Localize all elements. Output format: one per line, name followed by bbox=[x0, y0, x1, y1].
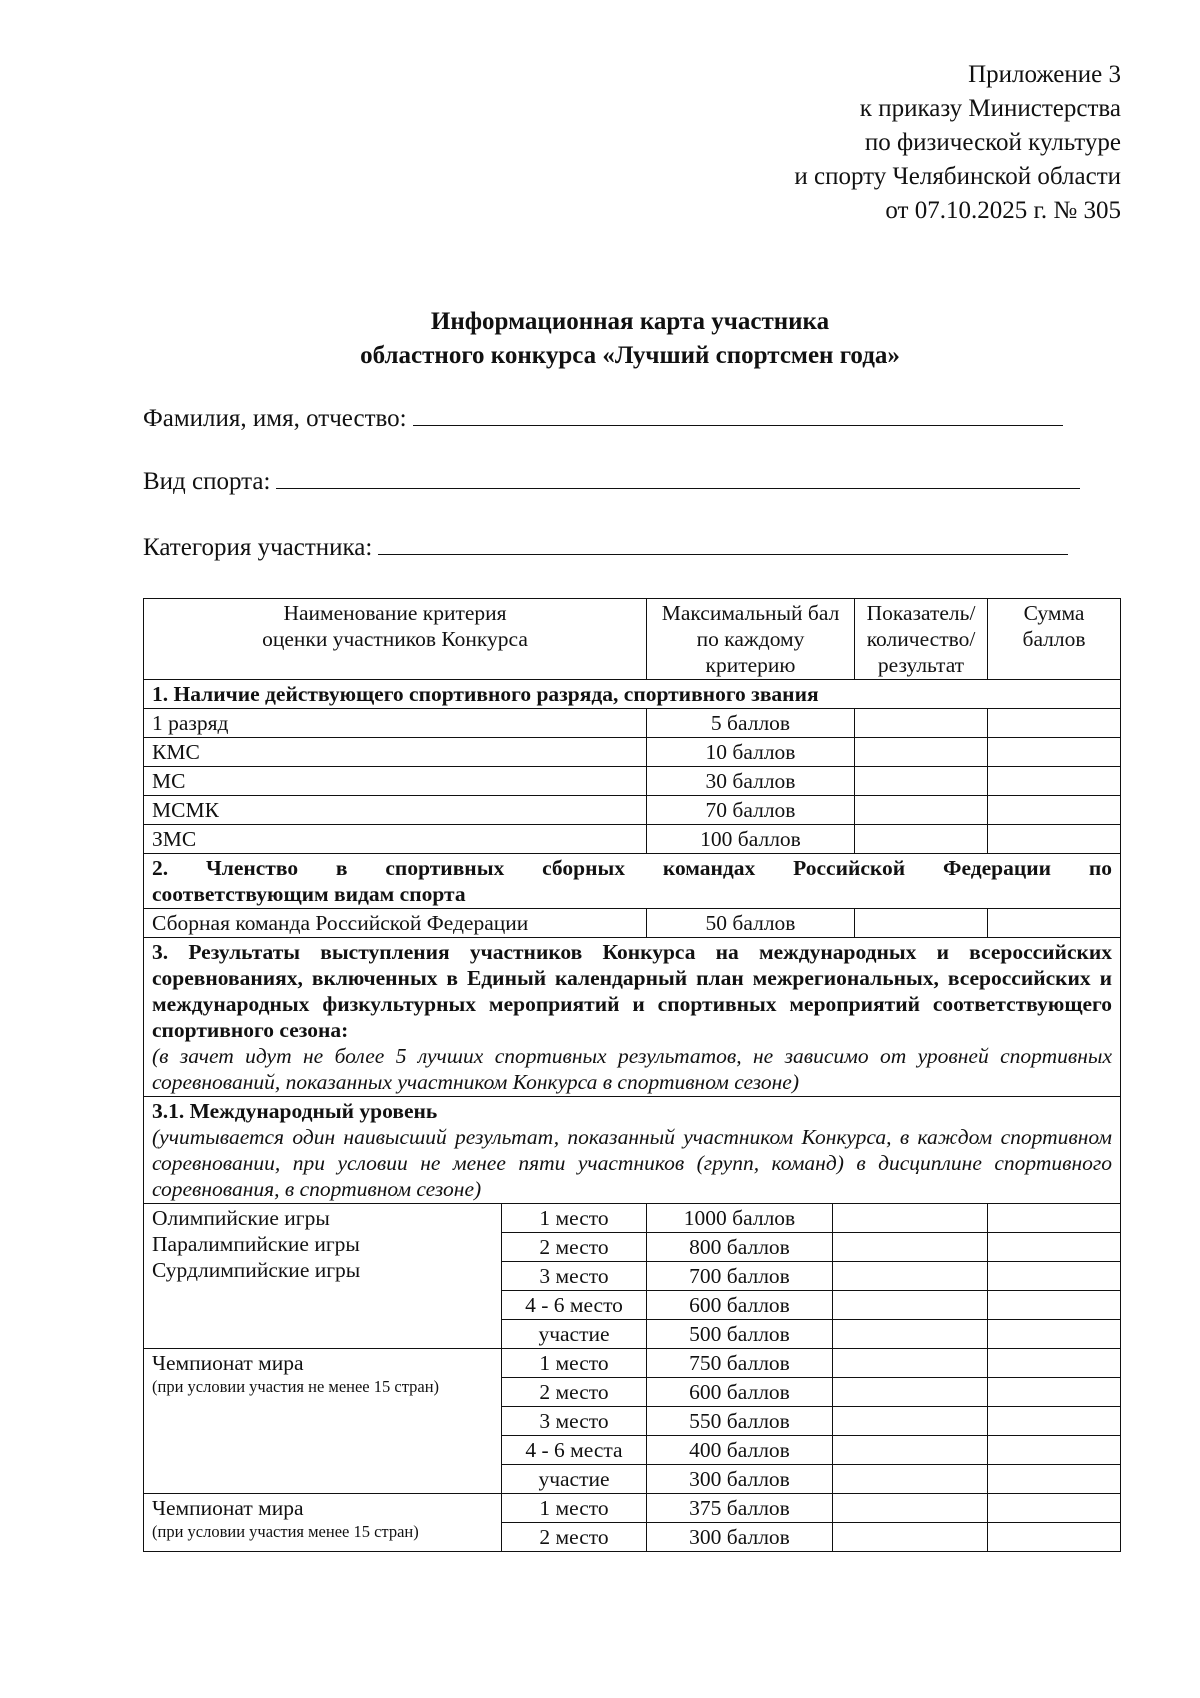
points-cell: 300 баллов bbox=[647, 1465, 833, 1494]
appendix-line: Приложение 3 bbox=[968, 61, 1121, 88]
criterion-points: 50 баллов bbox=[647, 909, 855, 938]
sum-cell[interactable] bbox=[988, 1291, 1121, 1320]
section2-title-line: соответствующим видам спорта bbox=[152, 882, 466, 906]
sum-cell[interactable] bbox=[988, 1465, 1121, 1494]
points-cell: 750 баллов bbox=[647, 1349, 833, 1378]
title-line: областного конкурса «Лучший спортсмен года» bbox=[360, 342, 900, 369]
place-cell: 4 - 6 место bbox=[502, 1291, 647, 1320]
table-row bbox=[144, 709, 1121, 738]
sum-cell[interactable] bbox=[988, 1436, 1121, 1465]
appendix-line: и спорту Челябинской области bbox=[794, 163, 1121, 190]
section-row bbox=[144, 680, 1121, 709]
indicator-cell[interactable] bbox=[855, 709, 988, 738]
sum-cell[interactable] bbox=[988, 1204, 1121, 1233]
section31-heading: 3.1. Международный уровень bbox=[152, 1099, 438, 1123]
place-cell: 3 место bbox=[502, 1407, 647, 1436]
appendix-date: от 07.10.2025 г. № 305 bbox=[885, 197, 1121, 224]
sum-cell[interactable] bbox=[988, 1494, 1121, 1523]
appendix-line: по физической культуре bbox=[864, 129, 1121, 156]
criterion-name: МС bbox=[144, 767, 647, 796]
event-note: (при условии участия менее 15 стран) bbox=[152, 1522, 419, 1541]
indicator-cell[interactable] bbox=[833, 1378, 988, 1407]
sum-cell[interactable] bbox=[988, 1349, 1121, 1378]
place-cell: 1 место bbox=[502, 1204, 647, 1233]
criteria-table bbox=[143, 598, 1121, 1552]
indicator-cell[interactable] bbox=[833, 1204, 988, 1233]
section2-title-line: 2. Членство в спортивных сборных командах Российской Федерации по bbox=[152, 856, 1113, 880]
section-row bbox=[144, 854, 1121, 909]
points-cell: 500 баллов bbox=[647, 1320, 833, 1349]
event-name-cell bbox=[144, 1494, 502, 1552]
table-row bbox=[144, 767, 1121, 796]
fio-blank[interactable] bbox=[413, 404, 1063, 426]
header-max: Максимальный бал по каждому критерию bbox=[647, 599, 855, 680]
category-label: Категория участника: bbox=[143, 534, 373, 561]
sum-cell[interactable] bbox=[988, 1523, 1121, 1552]
sum-cell[interactable] bbox=[988, 1407, 1121, 1436]
event-name: Чемпионат мира bbox=[152, 1496, 304, 1520]
criterion-points: 100 баллов bbox=[647, 825, 855, 854]
place-cell: 2 место bbox=[502, 1523, 647, 1552]
table-row bbox=[144, 1494, 1121, 1523]
criterion-name: ЗМС bbox=[144, 825, 647, 854]
sum-cell[interactable] bbox=[988, 1233, 1121, 1262]
fio-label: Фамилия, имя, отчество: bbox=[143, 405, 407, 432]
sport-blank[interactable] bbox=[276, 467, 1080, 489]
appendix-line: к приказу Министерства bbox=[859, 95, 1121, 122]
header-sum: Сумма баллов bbox=[988, 599, 1121, 680]
indicator-cell[interactable] bbox=[833, 1320, 988, 1349]
place-cell: 1 место bbox=[502, 1494, 647, 1523]
table-row bbox=[144, 796, 1121, 825]
indicator-cell[interactable] bbox=[855, 909, 988, 938]
indicator-cell[interactable] bbox=[833, 1436, 988, 1465]
fio-field[interactable] bbox=[143, 404, 1063, 434]
section2-title bbox=[144, 854, 1121, 909]
sum-cell[interactable] bbox=[988, 909, 1121, 938]
points-cell: 700 баллов bbox=[647, 1262, 833, 1291]
table-header-row bbox=[144, 599, 1121, 680]
points-cell: 600 баллов bbox=[647, 1291, 833, 1320]
section31-title bbox=[144, 1097, 1121, 1204]
table-row bbox=[144, 738, 1121, 767]
points-cell: 800 баллов bbox=[647, 1233, 833, 1262]
header-indicator: Показатель/ количество/ результат bbox=[855, 599, 988, 680]
sum-cell[interactable] bbox=[988, 1378, 1121, 1407]
sum-cell[interactable] bbox=[988, 1262, 1121, 1291]
sum-cell[interactable] bbox=[988, 825, 1121, 854]
event-note: (при условии участия не менее 15 стран) bbox=[152, 1377, 440, 1396]
category-blank[interactable] bbox=[378, 533, 1068, 555]
section3-title bbox=[144, 938, 1121, 1097]
event-name-cell bbox=[144, 1349, 502, 1494]
sport-field[interactable] bbox=[143, 467, 1080, 497]
section3-heading: 3. Результаты выступления участников Конкурса на международных и всероссийских соревнованиях, включенных в Единый календарный план межрегиональных, всероссийских и международных физкультурных мероприятий и спортивных мероприятий соответствующего спортивного сезона: bbox=[152, 940, 1113, 1042]
table-row bbox=[144, 1349, 1121, 1378]
section1-title: 1. Наличие действующего спортивного разряда, спортивного звания bbox=[144, 680, 1121, 709]
indicator-cell[interactable] bbox=[833, 1349, 988, 1378]
place-cell: 3 место bbox=[502, 1262, 647, 1291]
event-name: Сурдлимпийские игры bbox=[152, 1258, 361, 1282]
place-cell: участие bbox=[502, 1320, 647, 1349]
place-cell: участие bbox=[502, 1465, 647, 1494]
place-cell: 4 - 6 места bbox=[502, 1436, 647, 1465]
place-cell: 2 место bbox=[502, 1378, 647, 1407]
indicator-cell[interactable] bbox=[833, 1523, 988, 1552]
criterion-points: 70 баллов bbox=[647, 796, 855, 825]
section-row bbox=[144, 938, 1121, 1097]
indicator-cell[interactable] bbox=[855, 738, 988, 767]
sport-label: Вид спорта: bbox=[143, 468, 271, 495]
sum-cell[interactable] bbox=[988, 1320, 1121, 1349]
criterion-name: Сборная команда Российской Федерации bbox=[144, 909, 647, 938]
section-row bbox=[144, 1097, 1121, 1204]
title-line: Информационная карта участника bbox=[430, 308, 830, 335]
indicator-cell[interactable] bbox=[833, 1262, 988, 1291]
indicator-cell[interactable] bbox=[833, 1233, 988, 1262]
indicator-cell[interactable] bbox=[833, 1407, 988, 1436]
criterion-name: КМС bbox=[144, 738, 647, 767]
indicator-cell[interactable] bbox=[833, 1494, 988, 1523]
points-cell: 300 баллов bbox=[647, 1523, 833, 1552]
indicator-cell[interactable] bbox=[855, 767, 988, 796]
event-name: Паралимпийские игры bbox=[152, 1232, 360, 1256]
indicator-cell[interactable] bbox=[833, 1465, 988, 1494]
criterion-points: 5 баллов bbox=[647, 709, 855, 738]
category-field[interactable] bbox=[143, 533, 1068, 563]
criterion-points: 10 баллов bbox=[647, 738, 855, 767]
indicator-cell[interactable] bbox=[855, 796, 988, 825]
event-name: Олимпийские игры bbox=[152, 1206, 330, 1230]
sum-cell[interactable] bbox=[988, 738, 1121, 767]
points-cell: 400 баллов bbox=[647, 1436, 833, 1465]
sum-cell[interactable] bbox=[988, 767, 1121, 796]
document-title bbox=[0, 305, 1200, 373]
header-criterion-line: оценки участников Конкурса bbox=[262, 627, 528, 651]
sum-cell[interactable] bbox=[988, 796, 1121, 825]
appendix-header bbox=[794, 58, 1121, 228]
place-cell: 2 место bbox=[502, 1233, 647, 1262]
points-cell: 550 баллов bbox=[647, 1407, 833, 1436]
indicator-cell[interactable] bbox=[855, 825, 988, 854]
points-cell: 600 баллов bbox=[647, 1378, 833, 1407]
event-name-cell bbox=[144, 1204, 502, 1349]
header-criterion-line: Наименование критерия bbox=[283, 601, 507, 625]
points-cell: 1000 баллов bbox=[647, 1204, 833, 1233]
table-row bbox=[144, 825, 1121, 854]
event-name: Чемпионат мира bbox=[152, 1351, 304, 1375]
sum-cell[interactable] bbox=[988, 709, 1121, 738]
indicator-cell[interactable] bbox=[833, 1291, 988, 1320]
header-criterion bbox=[144, 599, 647, 680]
table-row bbox=[144, 1204, 1121, 1233]
criterion-name: 1 разряд bbox=[144, 709, 647, 738]
criterion-name: МСМК bbox=[144, 796, 647, 825]
section3-note: (в зачет идут не более 5 лучших спортивных результатов, не зависимо от уровней спортивных соревнований, показанных участником Конкурса в спортивном сезоне) bbox=[152, 1044, 1113, 1094]
section31-note: (учитывается один наивысший результат, показанный участником Конкурса, в каждом спортивном соревновании, при условии не менее пяти участников (групп, команд) в дисциплине спортивного соревнования, в спортивном сезоне) bbox=[152, 1125, 1113, 1201]
criterion-points: 30 баллов bbox=[647, 767, 855, 796]
points-cell: 375 баллов bbox=[647, 1494, 833, 1523]
place-cell: 1 место bbox=[502, 1349, 647, 1378]
table-row bbox=[144, 909, 1121, 938]
